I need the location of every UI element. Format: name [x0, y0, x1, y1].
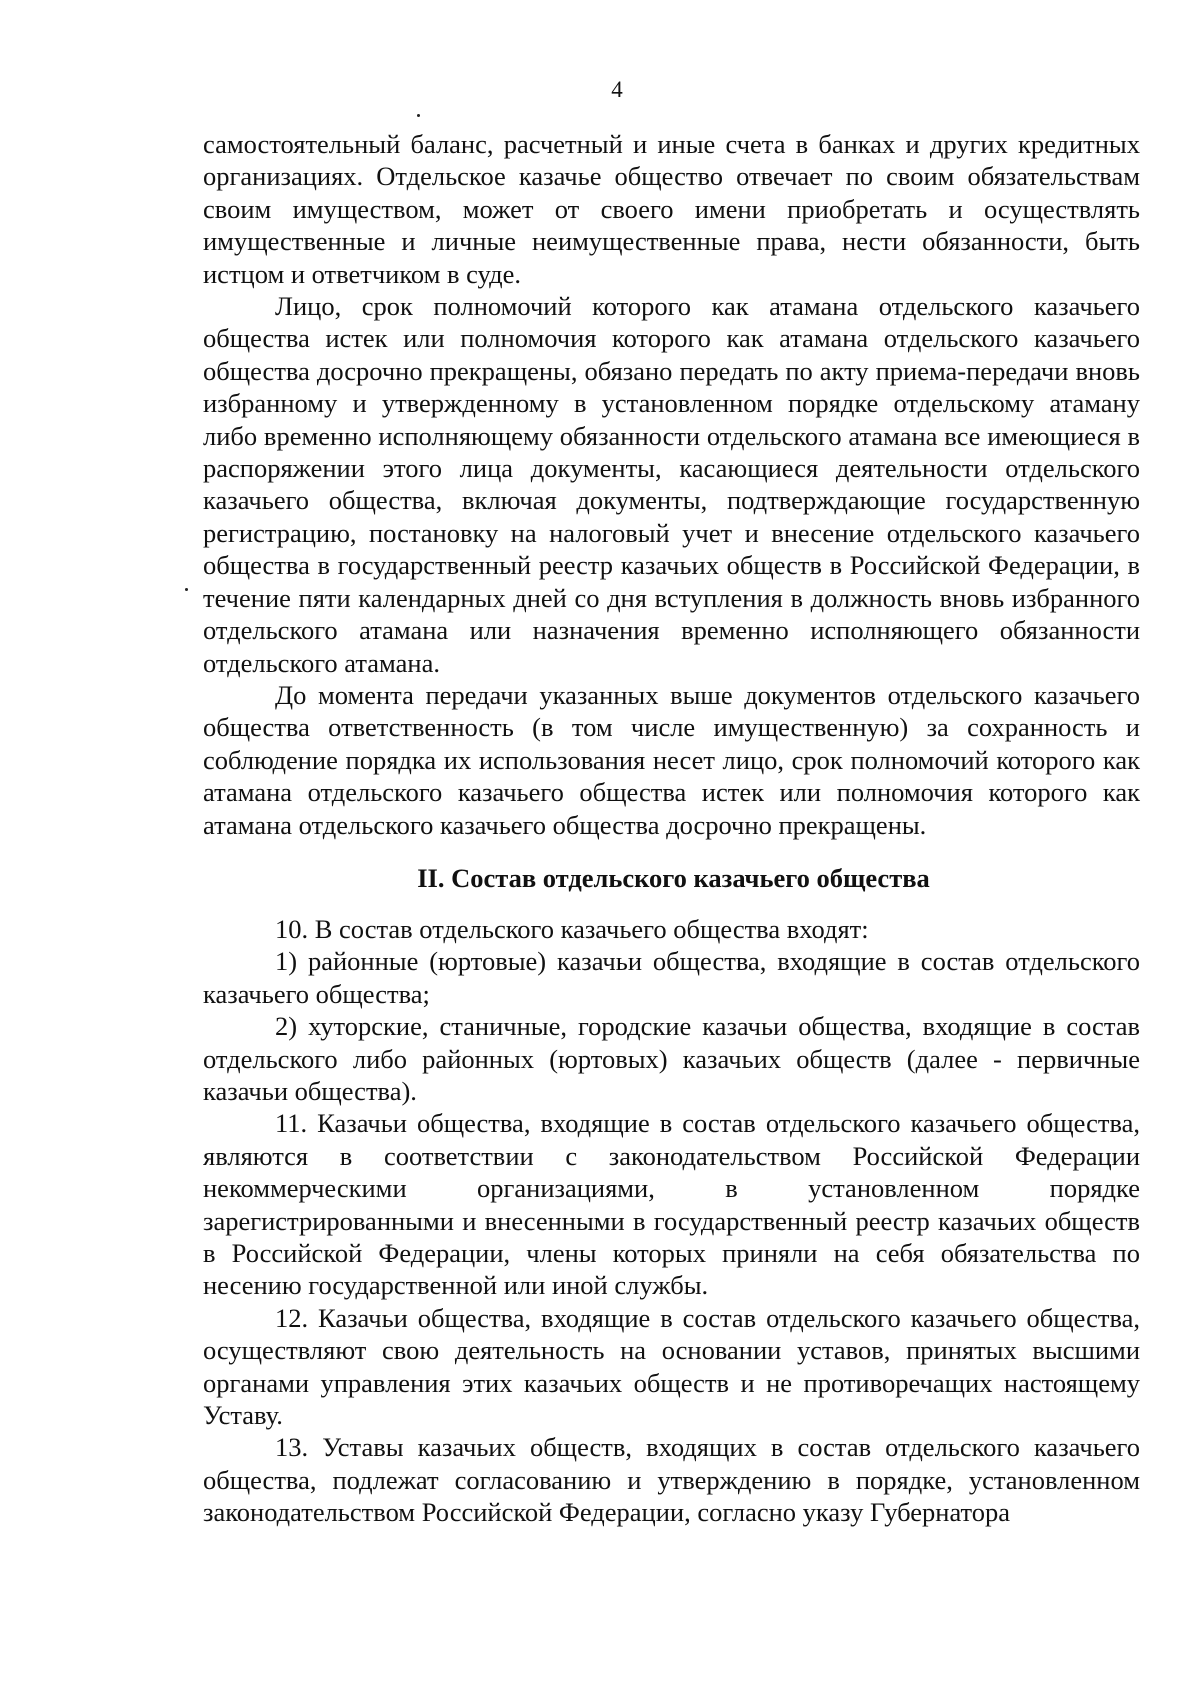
paragraph: Лицо, срок полномочий которого как атамана отдельского казачьего общества истек или полномочия которого как атамана отдельского казачьего общества досрочно прекращены, обязано передать по акту приема-передачи вновь избранному и утвержденному в установленном порядке отдельскому атаману либо временно исполняющему обязанности отдельского атамана все имеющиеся в распоряжении этого лица документы, касающиеся деятельности отдельского казачьего общества, включая документы, подтверждающие государственную регистрацию, постановку на налоговый учет и внесение отдельского казачьего общества в государственный реестр казачьих обществ в Российской Федерации, в течение пяти календарных дней со дня вступления в должность вновь избранного отдельского атамана или назначения временно исполняющего обязанности отдельского атамана. — [203, 291, 1140, 678]
paragraph: самостоятельный баланс, расчетный и иные счета в банках и других кредитных организациях. Отдельское казачье общество отвечает по своим обязательствам своим имуществом, может от своего имени приобретать и осуществлять имущественные и личные неимущественные права, нести обязанности, быть истцом и ответчиком в суде. — [203, 129, 1140, 289]
paragraph: 2) хуторские, станичные, городские казачьи общества, входящие в состав отдельского либо районных (юртовых) казачьих обществ (далее - первичные казачьи общества). — [203, 1011, 1140, 1106]
scan-speck — [417, 114, 420, 117]
paragraphs-after-heading — [203, 913, 1140, 1529]
paragraph: 13. Уставы казачьих обществ, входящих в состав отдельского казачьего общества, подлежат согласованию и утверждению в порядке, установленном законодательством Российской Федерации, согласно указу Губернатора — [203, 1432, 1140, 1528]
paragraph: 10. В состав отдельского казачьего общества входят: — [275, 913, 869, 944]
document-body — [203, 128, 1140, 1529]
paragraph: 1) районные (юртовые) казачьи общества, входящие в состав отдельского казачьего общества; — [203, 946, 1140, 1009]
paragraph: 12. Казачьи общества, входящие в состав отдельского казачьего общества, осуществляют свою деятельность на основании уставов, принятых высшими органами управления этих казачьих обществ и не противоречащих настоящему Уставу. — [203, 1302, 1140, 1431]
paragraph: До момента передачи указанных выше документов отдельского казачьего общества ответственность (в том числе имущественную) за сохранность и соблюдение порядка их использования несет лицо, срок полномочий которого как атамана отдельского казачьего общества истек или полномочия которого как атамана отдельского казачьего общества досрочно прекращены. — [203, 679, 1140, 840]
paragraph: 11. Казачьи общества, входящие в состав отдельского казачьего общества, являются в соответствии с законодательством Российской Федерации некоммерческими организациями, в установленном порядке зарегистрированными и внесенными в государственный реестр казачьих обществ в Российской Федерации, члены которых приняли на себя обязательства по несению государственной или иной службы. — [203, 1108, 1140, 1301]
section-heading: II. Состав отдельского казачьего общества — [417, 862, 930, 893]
page-number: 4 — [611, 77, 623, 102]
paragraphs-before-heading — [203, 128, 1140, 841]
scan-speck — [185, 588, 188, 591]
